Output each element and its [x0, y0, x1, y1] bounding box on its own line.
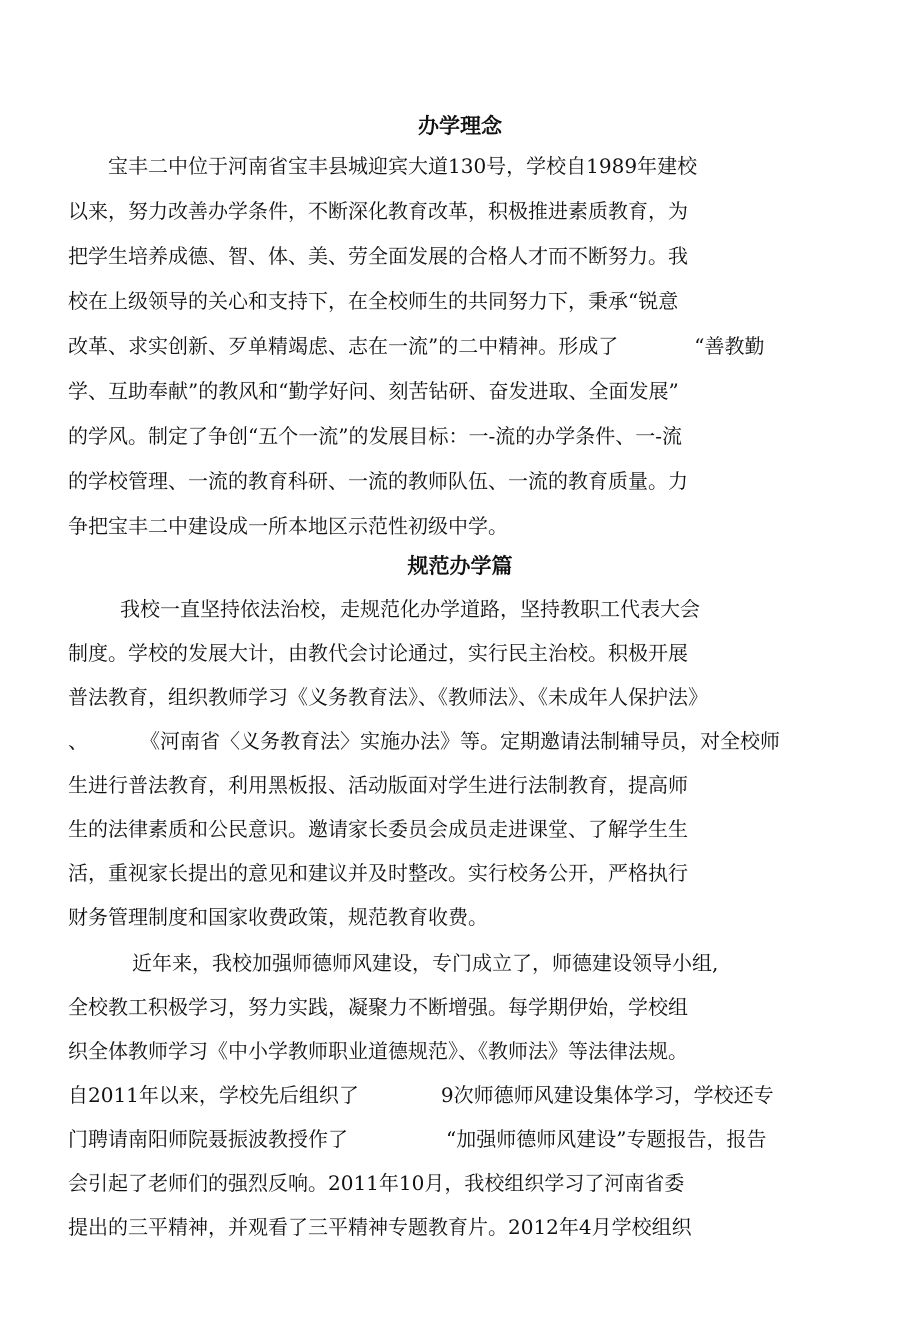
paragraph-line: 提出的三平精神，并观看了三平精神专题教育片。2012年4月学校组织: [68, 1215, 692, 1239]
line-segment: 自2011年以来，学校先后组织了: [68, 1083, 359, 1107]
paragraph-line: 普法教育，组织教师学习《义务教育法》、《教师法》、《未成年人保护法》: [68, 685, 708, 709]
paragraph-line: [68, 333, 764, 359]
paragraph-line: 的学校管理、一流的教育科研、一流的教师队伍、一流的教育质量。力: [68, 469, 688, 493]
section-heading-philosophy: 办学理念: [418, 113, 502, 138]
paragraph-line: 生的法律素质和公民意识。邀请家长委员会成员走进课堂、了解学生生: [68, 817, 688, 841]
line-segment: 9次师德师风建设集体学习，学校还专: [440, 1083, 774, 1107]
line-segment: 改革、求实创新、歹单精竭虑、志在一流”的二中精神。形成了: [68, 334, 619, 358]
paragraph-line: 制度。学校的发展大计，由教代会讨论通过，实行民主治校。积极开展: [68, 641, 688, 665]
paragraph-line: 学、互助奉献”的教风和“勤学好问、刻苦钻研、奋发进取、全面发展”: [68, 379, 679, 403]
paragraph-line: 生进行普法教育，利用黑板报、活动版面对学生进行法制教育，提高师: [68, 773, 688, 797]
line-segment: “善教勤: [694, 334, 765, 358]
paragraph-line: 会引起了老师们的强烈反响。2011年10月，我校组织学习了河南省委: [68, 1171, 685, 1195]
paragraph-line: 全校教工积极学习，努力实践，凝聚力不断增强。每学期伊始，学校组: [68, 995, 688, 1019]
paragraph-line: 的学风。制定了争创“五个一流”的发展目标：一-流的办学条件、一-流: [68, 424, 682, 448]
paragraph-line: [68, 1126, 766, 1152]
paragraph-line: [68, 1082, 774, 1108]
line-segment: 《河南省〈义务教育法〉实施办法》等。定期邀请法制辅导员，对全校师: [140, 729, 780, 753]
paragraph-line: 我校一直坚持依法治校，走规范化办学道路，坚持教职工代表大会: [120, 597, 700, 621]
paragraph-line: 织全体教师学习《中小学教师职业道德规范》、《教师法》等法律法规。: [68, 1039, 688, 1063]
paragraph-line: 把学生培养成德、智、体、美、劳全面发展的合格人才而不断努力。我: [68, 244, 688, 268]
paragraph-line: 近年来，我校加强师德师风建设，专门成立了，师德建设领导小组,: [132, 951, 719, 975]
section-heading-standard-operation: 规范办学篇: [407, 553, 513, 578]
paragraph-line: [68, 728, 780, 754]
paragraph-line: 活，重视家长提出的意见和建议并及时整改。实行校务公开，严格执行: [68, 861, 688, 885]
paragraph-line: 争把宝丰二中建设成一所本地区示范性初级中学。: [68, 514, 508, 538]
paragraph-line: 校在上级领导的关心和支持下，在全校师生的共同努力下，秉承“锐意: [68, 289, 679, 313]
paragraph-line: 财务管理制度和国家收费政策，规范教育收费。: [68, 905, 488, 929]
line-segment: 、: [68, 729, 88, 753]
paragraph-line: 宝丰二中位于河南省宝丰县城迎宾大道130号，学校自1989年建校: [108, 154, 698, 178]
line-segment: 门聘请南阳师院聂振波教授作了: [68, 1127, 348, 1151]
paragraph-line: 以来，努力改善办学条件，不断深化教育改革，积极推进素质教育，为: [68, 199, 688, 223]
line-segment: “加强师德师风建设”专题报告，报告: [446, 1127, 767, 1151]
